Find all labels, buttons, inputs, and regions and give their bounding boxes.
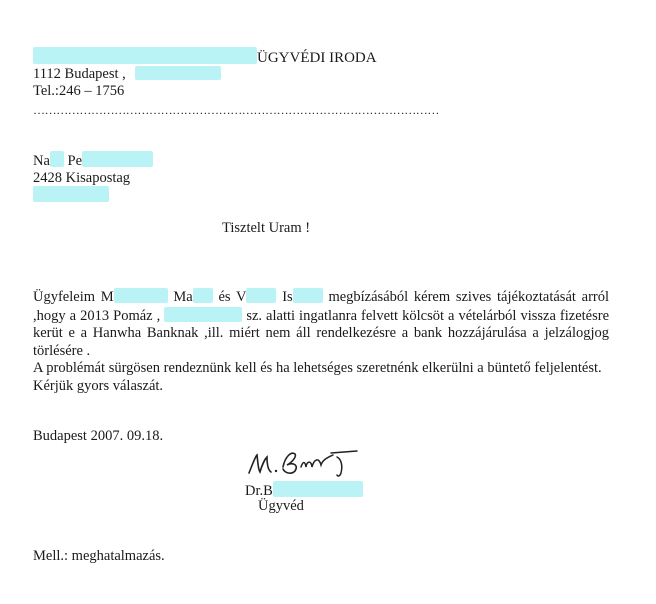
redacted-client-1 bbox=[114, 288, 168, 303]
salutation: Tisztelt Uram ! bbox=[222, 220, 311, 236]
letterhead-phone: Tel.:246 – 1756 bbox=[33, 83, 125, 99]
redacted-client-4 bbox=[293, 288, 323, 303]
redacted-firm-name bbox=[33, 47, 257, 64]
recipient-street-line bbox=[33, 186, 109, 205]
redacted-recipient-1 bbox=[50, 151, 64, 167]
body-paragraph-3: Kérjük gyors válaszát. bbox=[33, 377, 164, 394]
redacted-recipient-street bbox=[33, 186, 109, 202]
date-line: Budapest 2007. 09.18. bbox=[33, 428, 164, 444]
separator-line: …………………………………………………………………………………………… bbox=[33, 103, 440, 117]
body-paragraph-1: Ügyfeleim M Ma és V Is megbízásából kérem szives tájékoztatását arról ,hogy a 2013 Pomáz , sz. alatti ingatlanra felvett kölcsöt a vételárból vissza fizetésre kerüt e a Hanwha Banknak ,ill. miért nem áll rendelkezésre a bank hozzájárulása a jelzálogjog törlésére . bbox=[33, 289, 610, 359]
firm-suffix: ÜGYVÉDI IRODA bbox=[257, 50, 377, 66]
redacted-client-2 bbox=[193, 288, 213, 303]
letterhead-firm bbox=[33, 47, 377, 67]
body-paragraph-2: A problémát sürgösen rendeznünk kell és ha lehetséges szeretnénk elkerülni a büntető feljelentést. bbox=[33, 360, 602, 377]
letterhead-address: 1112 Budapest , bbox=[33, 66, 221, 83]
signatory-name: Dr.B bbox=[245, 481, 363, 500]
redacted-street bbox=[135, 66, 221, 80]
redacted-signatory bbox=[273, 481, 363, 497]
recipient-name: Na Pe bbox=[33, 151, 153, 170]
recipient-city: 2428 Kisapostag bbox=[33, 170, 131, 186]
handwritten-signature bbox=[245, 445, 370, 480]
redacted-client-3 bbox=[246, 288, 276, 303]
redacted-property-address bbox=[164, 307, 242, 322]
signatory-title: Ügyvéd bbox=[258, 498, 304, 514]
letter-body bbox=[33, 288, 609, 396]
enclosure-note: Mell.: meghatalmazás. bbox=[33, 548, 165, 564]
redacted-recipient-2 bbox=[82, 151, 153, 167]
